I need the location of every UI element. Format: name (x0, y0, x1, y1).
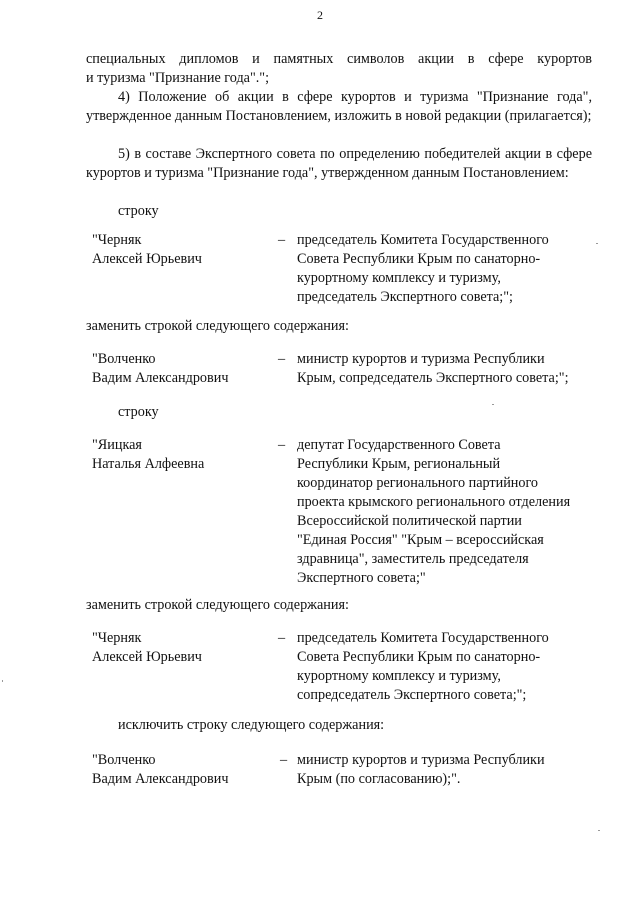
entry-name-line: "Черняк (92, 232, 142, 248)
replace-label-2: заменить строкой следующего содержания: (86, 597, 349, 613)
line-word-2: строку (118, 404, 159, 420)
entry-dash: – (280, 752, 288, 768)
item-5-paragraph: 5) в составе Экспертного совета по определению победителей акции в сфере курортов и туризма "Признание года", утвержденном данным Постановлением: (86, 146, 592, 181)
entry-name (92, 629, 272, 667)
entry-name-line: Вадим Александрович (92, 771, 229, 787)
entry-role (297, 350, 597, 388)
entry-role (297, 231, 597, 307)
entry-role (297, 751, 597, 789)
entry-role-line: Совета Республики Крым по санаторно- (297, 251, 541, 267)
entry-dash: – (278, 351, 286, 367)
entry-name (92, 350, 272, 388)
exclude-label: исключить строку следующего содержания: (118, 717, 385, 733)
entry-role-line: координатор регионального партийного (297, 475, 539, 491)
page-number: 2 (317, 8, 323, 22)
entry-role-line: здравница", заместитель председателя (297, 551, 529, 567)
entry-name (92, 751, 272, 789)
entry-role (297, 436, 597, 588)
entry-role-line: Республики Крым, региональный (297, 456, 501, 472)
entry-role-line: председатель Комитета Государственного (297, 232, 549, 248)
entry-role-line: Крым (по согласованию);". (297, 771, 461, 787)
replace-label-1: заменить строкой следующего содержания: (86, 318, 349, 334)
entry-name-line: "Волченко (92, 351, 156, 367)
entry-role-line: министр курортов и туризма Республики (297, 351, 545, 367)
entry-role-line: "Единая Россия" "Крым – всероссийская (297, 532, 544, 548)
scan-speck (596, 243, 598, 244)
intro-line-2: и туризма "Признание года"."; (86, 70, 270, 86)
entry-dash: – (278, 630, 286, 646)
entry-name-line: Алексей Юрьевич (92, 251, 202, 267)
entry-name-line: Наталья Алфеевна (92, 456, 205, 472)
entry-role-line: депутат Государственного Совета (297, 437, 501, 453)
entry-role-line: курортному комплексу и туризму, (297, 270, 501, 286)
entry-role-line: Крым, сопредседатель Экспертного совета;"; (297, 370, 569, 386)
entry-name-line: Вадим Александрович (92, 370, 229, 386)
entry-role-line: председатель Комитета Государственного (297, 630, 549, 646)
entry-role-line: проекта крымского регионального отделения (297, 494, 571, 510)
scan-speck (2, 680, 3, 682)
entry-name-line: "Волченко (92, 752, 156, 768)
line-word-1: строку (118, 203, 159, 219)
item-4-paragraph: 4) Положение об акции в сфере курортов и туризма "Признание года", утвержденное данным Постановлением, изложить в новой редакции (прилагается); (86, 89, 592, 124)
entry-role-line: Всероссийской политической партии (297, 513, 522, 529)
entry-name (92, 231, 272, 269)
entry-name-line: "Яицкая (92, 437, 142, 453)
scan-speck (598, 830, 600, 831)
entry-name-line: Алексей Юрьевич (92, 649, 202, 665)
entry-dash: – (278, 232, 286, 248)
entry-role-line: сопредседатель Экспертного совета;"; (297, 687, 527, 703)
entry-role-line: Совета Республики Крым по санаторно- (297, 649, 541, 665)
entry-role (297, 629, 597, 705)
entry-role-line: министр курортов и туризма Республики (297, 752, 545, 768)
entry-role-line: Экспертного совета;" (297, 570, 426, 586)
entry-role-line: курортному комплексу и туризму, (297, 668, 501, 684)
entry-name (92, 436, 272, 474)
entry-name-line: "Черняк (92, 630, 142, 646)
entry-dash: – (278, 437, 286, 453)
intro-line-1: специальных дипломов и памятных символов акции в сфере курортов (86, 51, 592, 67)
scan-speck (492, 404, 494, 405)
entry-role-line: председатель Экспертного совета;"; (297, 289, 513, 305)
